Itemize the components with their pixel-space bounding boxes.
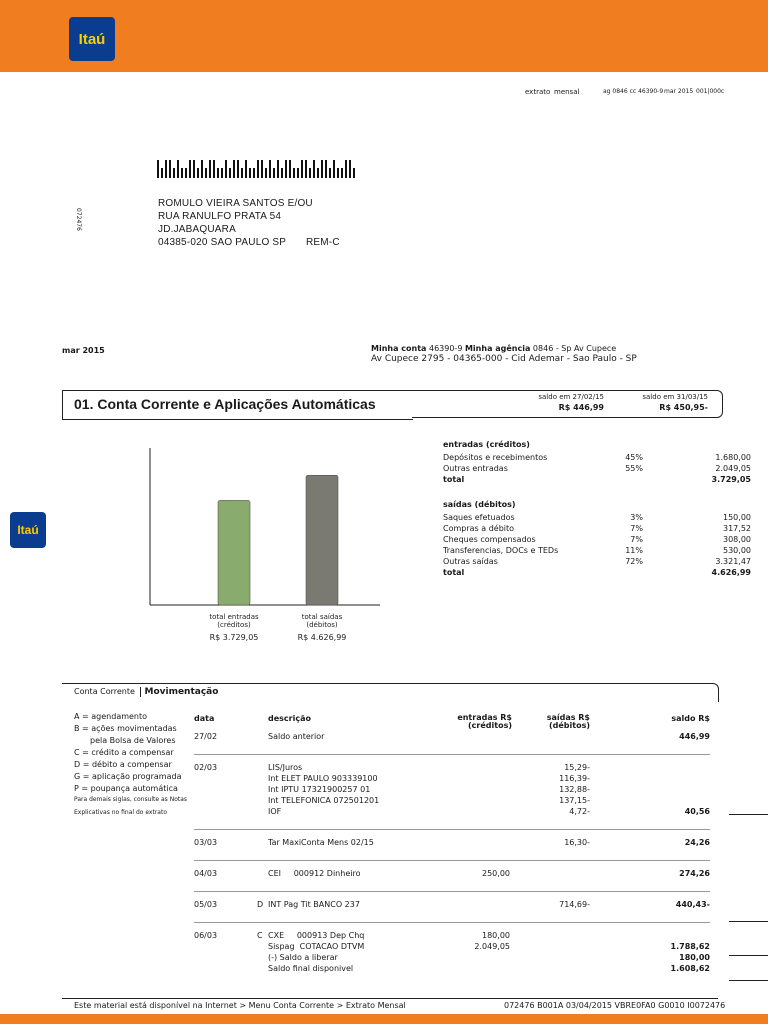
credit-pct: 45% bbox=[625, 453, 643, 462]
itau-side-logo bbox=[10, 512, 46, 548]
debit-label: Transferencias, DOCs e TEDs bbox=[443, 546, 559, 555]
debit-pct: 72% bbox=[625, 557, 643, 566]
header-code: 001|000c bbox=[696, 88, 725, 95]
barcode-bar bbox=[173, 168, 175, 178]
credit-pct: 55% bbox=[625, 464, 643, 473]
footer-code: 072476 B001A 03/04/2015 VBRE0FA0 G0010 I0072476 bbox=[504, 1001, 726, 1010]
barcode-bar bbox=[169, 160, 171, 178]
barcode-bar bbox=[261, 160, 263, 178]
barcode-bar bbox=[249, 168, 251, 178]
header-account-ref: ag 0846 cc 46390-9 bbox=[603, 88, 664, 95]
prev-balance-label: saldo em 27/02/15 bbox=[538, 393, 604, 401]
col-credit-header-sub: (créditos) bbox=[468, 721, 512, 730]
table-row bbox=[194, 806, 710, 817]
credit-total-value: 3.729,05 bbox=[711, 475, 751, 484]
legend-note: Para demais siglas, consulte as Notas bbox=[74, 796, 188, 803]
row-date: 27/02 bbox=[194, 732, 218, 741]
recipient-city-text: 04385-020 SAO PAULO SP bbox=[158, 237, 287, 248]
row-balance: 40,56 bbox=[684, 807, 710, 816]
barcode-bar bbox=[353, 168, 355, 178]
barcode-bar bbox=[277, 160, 279, 178]
row-debit: 15,29- bbox=[564, 763, 590, 772]
debit-value: 3.321,47 bbox=[715, 557, 751, 566]
itau-logo-text: Itaú bbox=[78, 30, 106, 48]
row-flag: C bbox=[257, 931, 263, 940]
barcode-bar bbox=[273, 168, 275, 178]
footer-band bbox=[0, 1014, 768, 1024]
legend-item: D = débito a compensar bbox=[74, 760, 172, 769]
credit-total-label: total bbox=[443, 475, 465, 484]
barcode-bar bbox=[305, 160, 307, 178]
recipient-district: JD.JABAQUARA bbox=[158, 224, 236, 235]
debit-row bbox=[443, 545, 751, 556]
barcode-bar bbox=[197, 168, 199, 178]
debit-pct: 11% bbox=[625, 546, 643, 555]
itau-side-logo-text: Itaú bbox=[17, 523, 39, 537]
margin-line-3 bbox=[729, 955, 768, 956]
barcode-bar bbox=[161, 168, 163, 178]
recipient-street: RUA RANULFO PRATA 54 bbox=[158, 211, 282, 222]
chart-category-label: (créditos) bbox=[217, 621, 251, 629]
debit-row bbox=[443, 512, 751, 523]
my-account-value: 46390-9 bbox=[428, 344, 463, 353]
row-date: 03/03 bbox=[194, 838, 218, 847]
margin-line-4 bbox=[729, 980, 768, 981]
debit-row bbox=[443, 523, 751, 534]
row-credit: 2.049,05 bbox=[474, 942, 510, 951]
table-row bbox=[194, 930, 710, 941]
barcode-bar bbox=[201, 160, 203, 178]
barcode-bar bbox=[157, 160, 159, 178]
barcode-bar bbox=[221, 168, 223, 178]
credit-rows bbox=[443, 452, 751, 474]
barcode-bar bbox=[337, 168, 339, 178]
debit-label: Compras a débito bbox=[443, 524, 515, 533]
col-balance-header: saldo R$ bbox=[671, 714, 710, 723]
barcode-bar bbox=[185, 168, 187, 178]
row-desc: Int ELET PAULO 903339100 bbox=[268, 774, 378, 783]
debit-total-row bbox=[443, 567, 751, 578]
barcode-bar bbox=[205, 168, 207, 178]
row-desc: Sispag COTACAO DTVM bbox=[268, 942, 365, 951]
credit-debit-chart bbox=[130, 440, 390, 650]
row-debit: 137,15- bbox=[559, 796, 590, 805]
barcode-bar bbox=[253, 168, 255, 178]
credit-value: 2.049,05 bbox=[715, 464, 751, 473]
header-month: mar 2015 bbox=[664, 88, 694, 95]
barcode-bar bbox=[325, 160, 327, 178]
chart-category-label: total saídas bbox=[301, 613, 343, 621]
barcode-bar bbox=[329, 168, 331, 178]
barcode-bar bbox=[269, 160, 271, 178]
table-row bbox=[194, 773, 710, 784]
group-divider bbox=[194, 891, 710, 892]
table-row bbox=[194, 952, 710, 963]
debit-value: 317,52 bbox=[723, 524, 751, 533]
row-debit: 116,39- bbox=[559, 774, 590, 783]
barcode-bar bbox=[281, 168, 283, 178]
row-desc: Int IPTU 17321900257 01 bbox=[268, 785, 371, 794]
side-code: 072476 bbox=[75, 208, 82, 231]
credit-label: Depósitos e recebimentos bbox=[443, 453, 548, 462]
recipient-tag: REM-C bbox=[306, 237, 340, 248]
row-flag: D bbox=[257, 900, 264, 909]
barcode-bar bbox=[309, 168, 311, 178]
debit-value: 150,00 bbox=[723, 513, 751, 522]
row-debit: 16,30- bbox=[564, 838, 590, 847]
chart-category-label: total entradas bbox=[209, 613, 259, 621]
table-row bbox=[194, 963, 710, 974]
row-desc: CXE 000913 Dep Chq bbox=[268, 931, 365, 940]
prev-balance: R$ 446,99 bbox=[558, 403, 604, 412]
debit-summary-title: saídas (débitos) bbox=[443, 500, 516, 509]
chart-value-label: R$ 4.626,99 bbox=[297, 633, 347, 642]
col-credit-header-label: entradas R$ bbox=[457, 713, 512, 722]
debit-value: 530,00 bbox=[723, 546, 751, 555]
row-date: 02/03 bbox=[194, 763, 218, 772]
chart-bar bbox=[218, 500, 250, 605]
barcode-bar bbox=[213, 160, 215, 178]
barcode-bar bbox=[229, 168, 231, 178]
account-info bbox=[371, 344, 701, 364]
barcode-bar bbox=[225, 160, 227, 178]
my-agency-value: 0846 - Sp Av Cupece bbox=[532, 344, 617, 353]
row-desc: Saldo anterior bbox=[268, 732, 325, 741]
group-divider bbox=[194, 922, 710, 923]
barcode-bar bbox=[293, 168, 295, 178]
legend-item: B = ações movimentadas bbox=[74, 724, 177, 733]
debit-label: Cheques compensados bbox=[443, 535, 536, 544]
credit-value: 1.680,00 bbox=[715, 453, 751, 462]
table-row bbox=[194, 941, 710, 952]
row-desc: (-) Saldo a liberar bbox=[268, 953, 338, 962]
barcode-bar bbox=[177, 160, 179, 178]
col-date-header: data bbox=[194, 714, 215, 723]
row-balance: 446,99 bbox=[679, 732, 710, 741]
row-balance: 24,26 bbox=[684, 838, 710, 847]
legend-item: G = aplicação programada bbox=[74, 772, 182, 781]
row-date: 06/03 bbox=[194, 931, 218, 940]
debit-summary bbox=[443, 500, 751, 578]
barcode-bar bbox=[233, 160, 235, 178]
row-debit: 4,72- bbox=[569, 807, 590, 816]
row-debit: 714,69- bbox=[559, 900, 590, 909]
margin-line-2 bbox=[729, 921, 768, 922]
recipient-name: ROMULO VIEIRA SANTOS E/OU bbox=[158, 198, 313, 209]
footer-rule bbox=[62, 998, 718, 999]
my-account-label: Minha conta bbox=[371, 344, 427, 353]
debit-total-label: total bbox=[443, 568, 465, 577]
margin-line-1 bbox=[729, 814, 768, 815]
barcode-bar bbox=[317, 168, 319, 178]
statement-period: mar 2015 bbox=[62, 346, 105, 355]
row-desc: Tar MaxiConta Mens 02/15 bbox=[268, 838, 374, 847]
barcode-bar bbox=[313, 160, 315, 178]
credit-summary-title: entradas (créditos) bbox=[443, 440, 530, 449]
barcode-bar bbox=[241, 168, 243, 178]
curr-balance-label: saldo em 31/03/15 bbox=[642, 393, 708, 401]
debit-pct: 7% bbox=[630, 535, 643, 544]
col-debit-header bbox=[520, 714, 590, 730]
barcode-bar bbox=[237, 160, 239, 178]
header-doc-type: extrato bbox=[525, 88, 551, 96]
debit-label: Outras saídas bbox=[443, 557, 498, 566]
legend-note: Explicativas no final do extrato bbox=[74, 809, 167, 816]
movements-label bbox=[74, 687, 218, 697]
movements-section-label: Conta Corrente bbox=[74, 687, 135, 696]
legend-item: A = agendamento bbox=[74, 712, 148, 721]
barcode-bar bbox=[181, 168, 183, 178]
debit-pct: 3% bbox=[630, 513, 643, 522]
col-debit-header-sub: (débitos) bbox=[548, 721, 590, 730]
barcode-bar bbox=[301, 160, 303, 178]
barcode-bar bbox=[265, 168, 267, 178]
debit-total-value: 4.626,99 bbox=[711, 568, 751, 577]
footer-note: Este material está disponível na Internet > Menu Conta Corrente > Extrato Mensal bbox=[74, 1001, 406, 1010]
barcode-bar bbox=[245, 160, 247, 178]
credit-total-row bbox=[443, 474, 751, 485]
legend-item: C = crédito a compensar bbox=[74, 748, 174, 757]
col-credit-header bbox=[420, 714, 512, 730]
row-balance: 1.608,62 bbox=[670, 964, 710, 973]
row-desc: IOF bbox=[268, 807, 282, 816]
itau-logo bbox=[69, 17, 115, 61]
barcode-bar bbox=[321, 160, 323, 178]
table-row bbox=[194, 795, 710, 806]
row-balance: 180,00 bbox=[679, 953, 710, 962]
row-desc: Int TELEFONICA 072501201 bbox=[268, 796, 380, 805]
credit-row bbox=[443, 463, 751, 474]
row-desc: LIS/Juros bbox=[268, 763, 303, 772]
col-desc-header: descrição bbox=[268, 714, 311, 723]
table-row bbox=[194, 762, 710, 773]
barcode-bar bbox=[349, 160, 351, 178]
chart-bar bbox=[306, 475, 338, 605]
debit-pct: 7% bbox=[630, 524, 643, 533]
group-divider bbox=[194, 754, 710, 755]
abbreviation-legend bbox=[74, 711, 194, 818]
debit-label: Saques efetuados bbox=[443, 513, 515, 522]
row-credit: 250,00 bbox=[482, 869, 510, 878]
row-desc: Saldo final disponivel bbox=[268, 964, 354, 973]
group-divider bbox=[194, 829, 710, 830]
row-date: 04/03 bbox=[194, 869, 218, 878]
row-date: 05/03 bbox=[194, 900, 218, 909]
table-row bbox=[194, 837, 710, 848]
curr-balance: R$ 450,95- bbox=[659, 403, 708, 412]
agency-address: Av Cupece 2795 - 04365-000 - Cid Ademar - Sao Paulo - SP bbox=[371, 354, 637, 364]
table-row bbox=[194, 784, 710, 795]
row-debit: 132,88- bbox=[559, 785, 590, 794]
row-desc: CEI 000912 Dinheiro bbox=[268, 869, 361, 878]
row-desc: INT Pag Tit BANCO 237 bbox=[268, 900, 360, 909]
col-debit-header-label: saídas R$ bbox=[546, 713, 590, 722]
barcode-bar bbox=[341, 168, 343, 178]
debit-value: 308,00 bbox=[723, 535, 751, 544]
barcode-bar bbox=[217, 168, 219, 178]
chart-value-label: R$ 3.729,05 bbox=[209, 633, 259, 642]
barcode-bar bbox=[165, 160, 167, 178]
header-period-type: mensal bbox=[554, 88, 580, 96]
legend-item: P = poupança automática bbox=[74, 784, 178, 793]
movements-section-title: Movimentação bbox=[140, 687, 218, 697]
recipient-city bbox=[158, 236, 458, 249]
group-divider bbox=[194, 860, 710, 861]
credit-summary bbox=[443, 440, 751, 485]
credit-row bbox=[443, 452, 751, 463]
section-title: 01. Conta Corrente e Aplicações Automáticas bbox=[74, 396, 376, 412]
table-row bbox=[194, 899, 710, 910]
table-row bbox=[194, 731, 710, 742]
credit-label: Outras entradas bbox=[443, 464, 508, 473]
row-balance: 440,43- bbox=[675, 900, 710, 909]
barcode-bar bbox=[257, 160, 259, 178]
header-band bbox=[0, 0, 768, 72]
recipient-address bbox=[158, 197, 458, 249]
row-balance: 1.788,62 bbox=[670, 942, 710, 951]
barcode-bar bbox=[189, 160, 191, 178]
barcode-bar bbox=[193, 160, 195, 178]
my-agency-label: Minha agência bbox=[464, 344, 531, 353]
debit-row bbox=[443, 556, 751, 567]
postal-barcode bbox=[157, 160, 357, 182]
chart-category-label: (débitos) bbox=[306, 621, 338, 629]
barcode-bar bbox=[285, 160, 287, 178]
barcode-bar bbox=[333, 160, 335, 178]
barcode-bar bbox=[289, 160, 291, 178]
row-balance: 274,26 bbox=[679, 869, 710, 878]
legend-item: pela Bolsa de Valores bbox=[90, 736, 176, 745]
barcode-bar bbox=[297, 168, 299, 178]
debit-rows bbox=[443, 512, 751, 567]
debit-row bbox=[443, 534, 751, 545]
table-row bbox=[194, 868, 710, 879]
row-credit: 180,00 bbox=[482, 931, 510, 940]
barcode-bar bbox=[345, 160, 347, 178]
barcode-bar bbox=[209, 160, 211, 178]
